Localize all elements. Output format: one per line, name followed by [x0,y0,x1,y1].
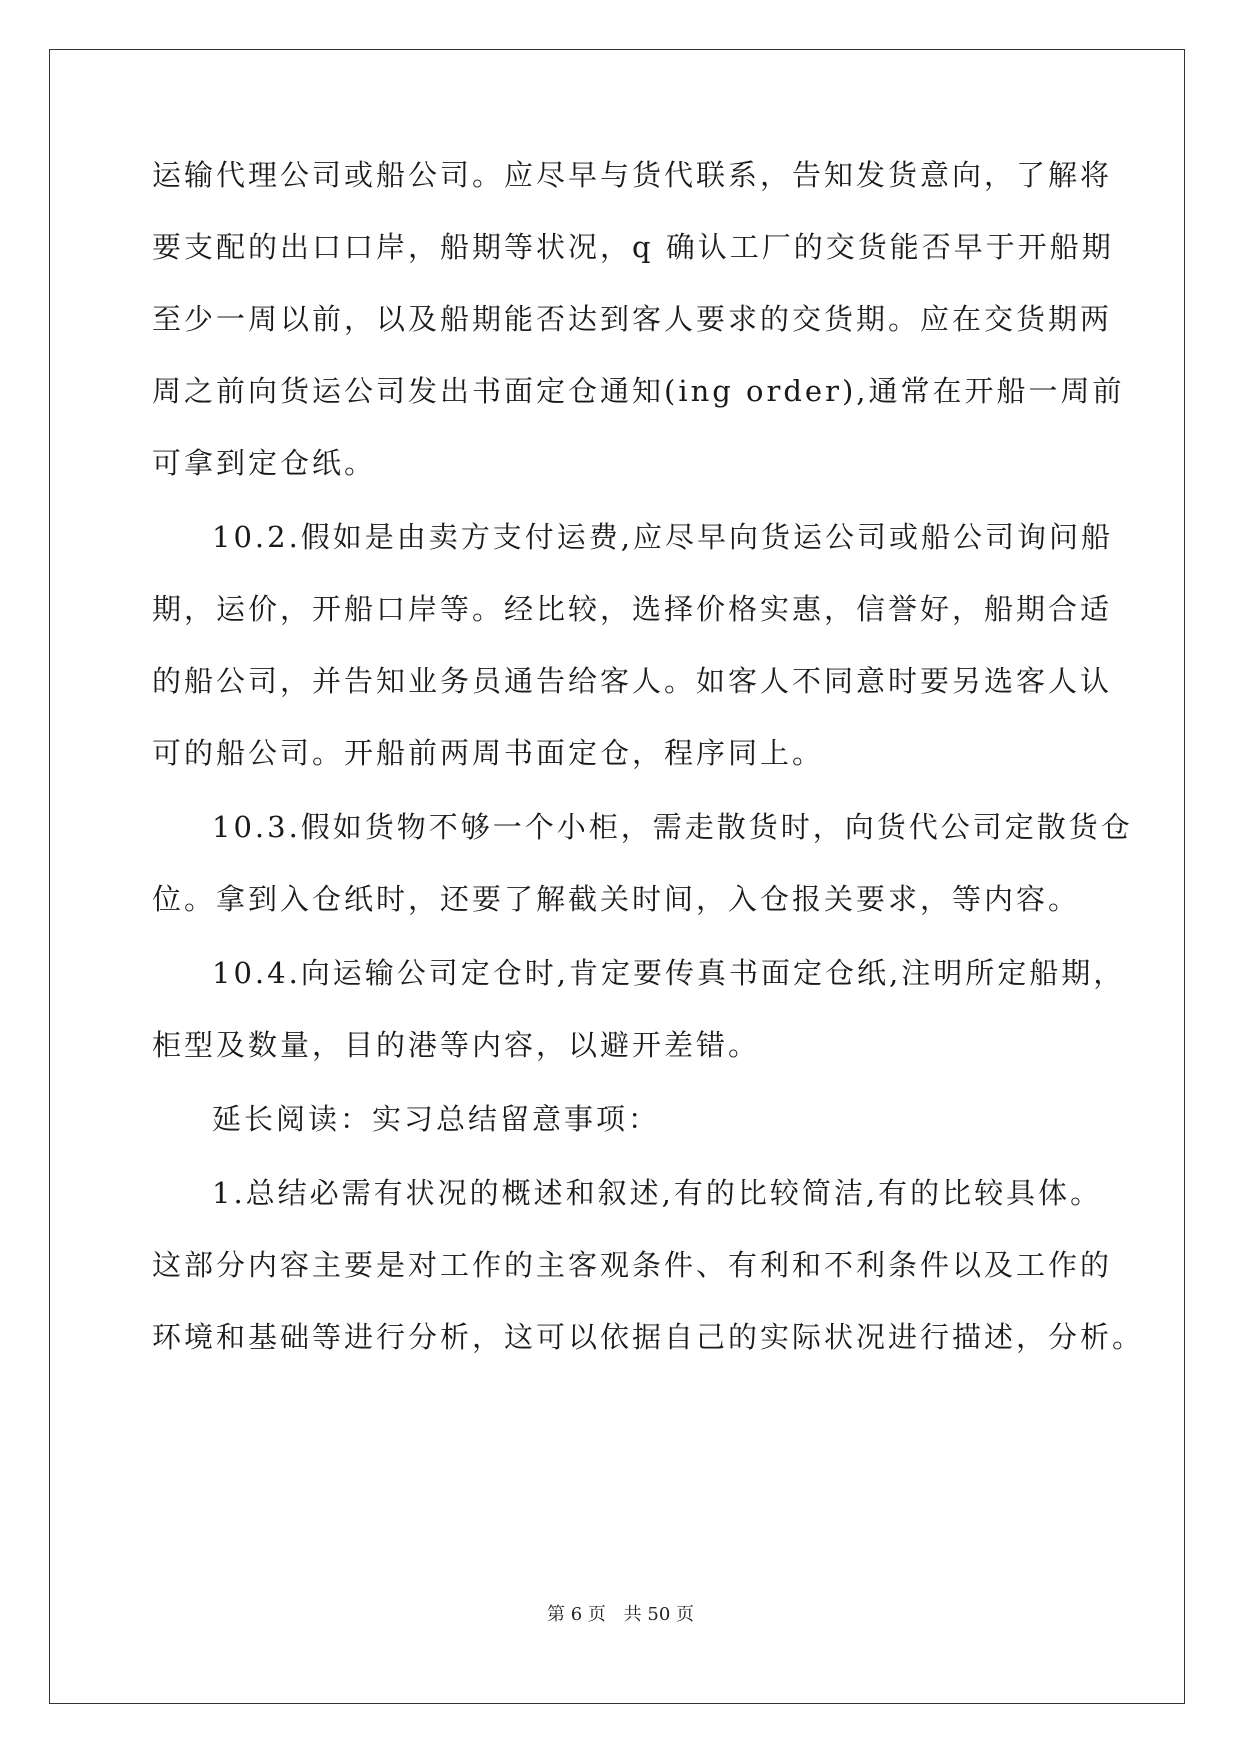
text-line: 可拿到定仓纸。 [152,446,377,480]
text-line: 这部分内容主要是对工作的主客观条件、有利和不利条件以及工作的 [152,1248,1113,1282]
paragraph-start-line: 1.总结必需有状况的概述和叙述,有的比较简洁,有的比较具体。 [212,1176,1103,1210]
section-heading: 延长阅读：实习总结留意事项： [212,1102,661,1136]
text-line: 至少一周以前，以及船期能否达到客人要求的交货期。应在交货期两 [152,302,1113,336]
page-total: 共 50 页 [623,1604,694,1625]
text-line: 要支配的出口口岸，船期等状况，q 确认工厂的交货能否早于开船期 [152,230,1114,264]
text-line: 的船公司，并告知业务员通告给客人。如客人不同意时要另选客人认 [152,664,1113,698]
text-line: 位。拿到入仓纸时，还要了解截关时间，入仓报关要求，等内容。 [152,882,1081,916]
page-border [49,49,1185,1704]
text-line: 环境和基础等进行分析，这可以依据自己的实际状况进行描述，分析。 [152,1320,1145,1354]
text-line: 期，运价，开船口岸等。经比较，选择价格实惠，信誉好，船期合适 [152,592,1113,626]
paragraph-start-line: 10.2.假如是由卖方支付运费,应尽早向货运公司或船公司询问船 [212,520,1114,554]
text-line: 柜型及数量，目的港等内容，以避开差错。 [152,1028,761,1062]
page-footer [0,1600,1241,1626]
text-line: 可的船公司。开船前两周书面定仓，程序同上。 [152,736,825,770]
page-number: 第 6 页 [547,1604,606,1625]
paragraph-start-line: 10.4.向运输公司定仓时,肯定要传真书面定仓纸,注明所定船期， [212,956,1126,990]
text-line: 运输代理公司或船公司。应尽早与货代联系，告知发货意向，了解将 [152,158,1113,192]
text-line: 周之前向货运公司发出书面定仓通知(ing order),通常在开船一周前 [152,374,1125,408]
paragraph-start-line: 10.3.假如货物不够一个小柜，需走散货时，向货代公司定散货仓 [212,810,1133,844]
